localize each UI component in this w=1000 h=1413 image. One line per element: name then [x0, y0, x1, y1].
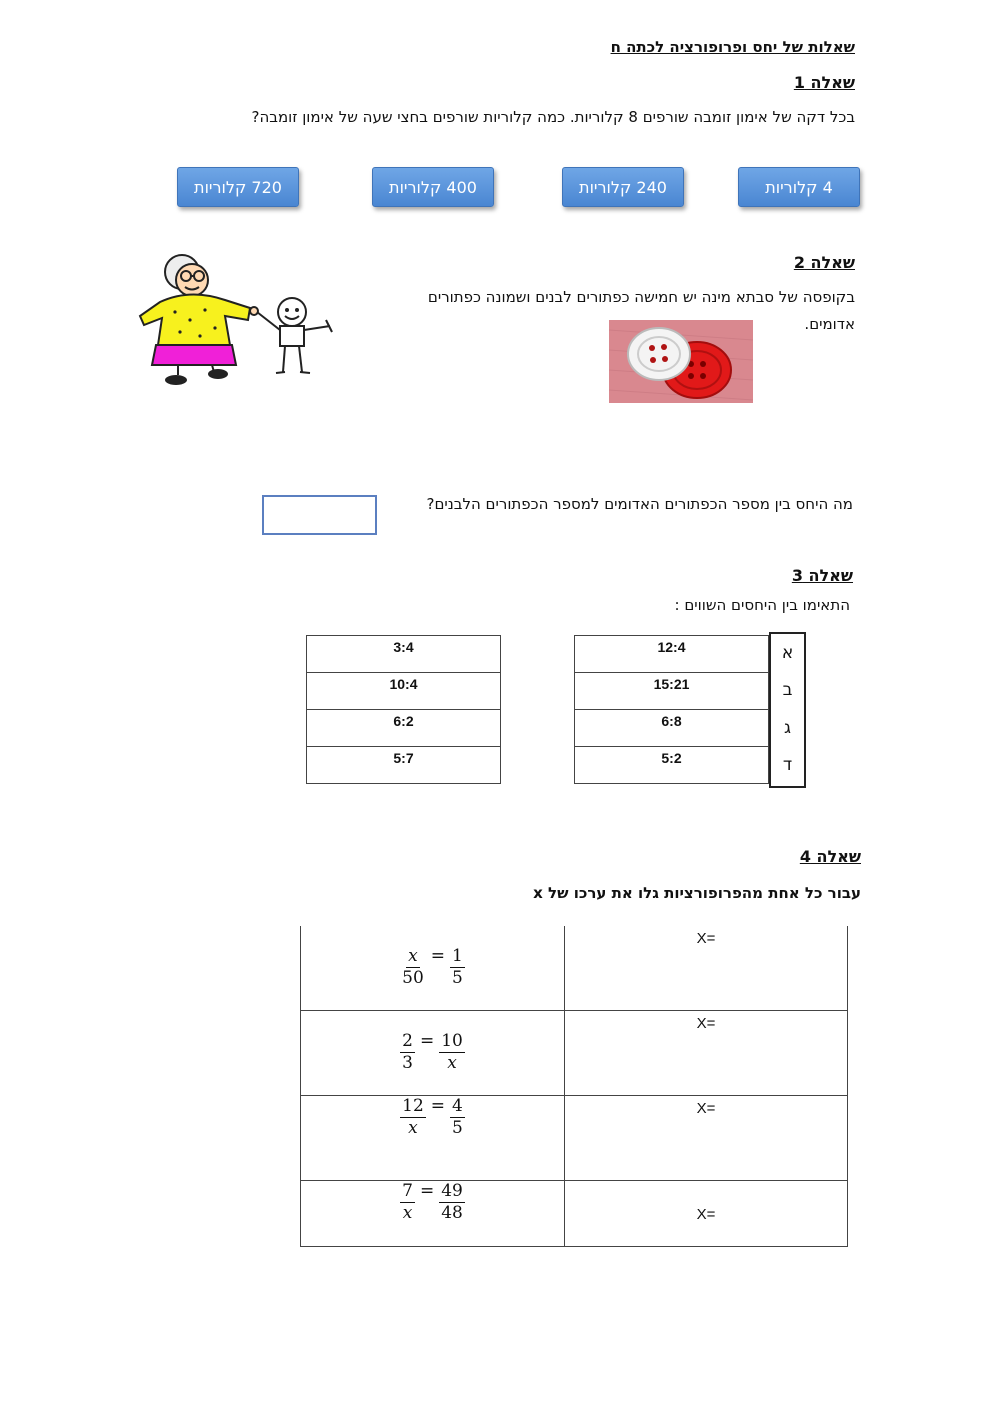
ratio-cell[interactable]: 6:8: [575, 710, 769, 747]
question-2-ratio-question: מה היחס בין מספר הכפתורים האדומים למספר הכפתורים הלבנים?: [426, 495, 853, 513]
proportions-table: [300, 926, 848, 1247]
ratio-cell[interactable]: 6:2: [307, 710, 501, 747]
match-letter: ב: [782, 680, 793, 701]
fraction-numerator: 4: [452, 1095, 463, 1116]
question-4-heading: שאלה 4: [799, 847, 861, 866]
x-answer-label: X=: [696, 1205, 716, 1223]
x-answer-label: X=: [696, 1099, 716, 1117]
x-answer-label: X=: [696, 1014, 716, 1032]
x-answer-cell[interactable]: [565, 1095, 848, 1180]
grandma-child-illustration: [130, 250, 340, 390]
fraction-denominator: 5: [452, 1117, 463, 1138]
fraction-numerator: 1: [452, 946, 463, 967]
proportion-cell: $\frac{12}{x}$ = $\frac{4}{5}$: [301, 1095, 565, 1180]
fraction-denominator: x: [447, 1053, 457, 1073]
x-answer-cell[interactable]: [565, 926, 848, 1010]
question-2-text-line2: אדומים.: [804, 315, 855, 333]
fraction-numerator: 7: [402, 1180, 413, 1201]
proportion-cell: $\frac{7}{x}$ = $\frac{49}{48}$: [301, 1180, 565, 1246]
ratio-answer-field[interactable]: [262, 495, 377, 535]
question-3-heading: שאלה 3: [791, 566, 853, 585]
proportion-cell: $\frac{2}{3}$ = $\frac{10}{x}$: [301, 1010, 565, 1095]
question-3-instruction: התאימו בין היחסים השווים :: [674, 596, 850, 614]
match-letter: א: [781, 642, 794, 663]
fraction-numerator: x: [408, 946, 418, 967]
fraction-denominator: x: [408, 1117, 418, 1138]
x-answer-cell[interactable]: [565, 1010, 848, 1095]
answer-option-240-calories[interactable]: 240 קלוריות: [562, 167, 684, 207]
question-2-text-line1: בקופסה של סבתא מינה יש חמישה כפתורים לבנים ושמונה כפתורים: [427, 288, 855, 306]
question-1-text: בכל דקה של אימון זומבה שורפים 8 קלוריות. כמה קלוריות שורפים בחצי שעה של אימון זומבה?: [251, 108, 855, 126]
ratio-cell[interactable]: 3:4: [307, 636, 501, 673]
left-ratios-table: [574, 635, 769, 784]
ratio-cell[interactable]: 5:2: [575, 747, 769, 784]
match-letters-column: [769, 632, 806, 788]
question-1-heading: שאלה 1: [793, 73, 855, 92]
fraction-numerator: 49: [441, 1180, 463, 1201]
answer-option-720-calories[interactable]: 720 קלוריות: [177, 167, 299, 207]
fraction-denominator: 5: [452, 968, 463, 989]
page-title: שאלות של יחס ופרופורציה לכתה ח: [610, 38, 855, 56]
fraction-denominator: 50: [402, 968, 424, 989]
ratio-cell[interactable]: 5:7: [307, 747, 501, 784]
fraction-numerator: 10: [441, 1031, 463, 1051]
x-answer-cell[interactable]: [565, 1180, 848, 1246]
proportion-cell: $\frac{x}{50}$ = $\frac{1}{5}$: [301, 926, 565, 1010]
match-letter: ד: [782, 755, 793, 776]
fraction-numerator: 12: [402, 1095, 424, 1116]
fraction-numerator: 2: [402, 1031, 413, 1051]
fraction-denominator: x: [402, 1202, 413, 1223]
match-letter: ג: [783, 717, 791, 738]
fraction-denominator: 3: [402, 1053, 413, 1073]
ratio-cell[interactable]: 10:4: [307, 673, 501, 710]
right-ratios-table: [306, 635, 501, 784]
fraction-denominator: 48: [441, 1202, 463, 1223]
buttons-photo: [609, 320, 753, 403]
answer-option-4-calories[interactable]: 4 קלוריות: [738, 167, 860, 207]
ratio-cell[interactable]: 15:21: [575, 673, 769, 710]
answer-option-400-calories[interactable]: 400 קלוריות: [372, 167, 494, 207]
ratio-cell[interactable]: 12:4: [575, 636, 769, 673]
question-2-heading: שאלה 2: [793, 253, 855, 272]
question-4-instruction: עבור כל אחת מהפרופורציות גלו את ערכו של x: [533, 884, 861, 902]
x-answer-label: X=: [696, 930, 716, 947]
